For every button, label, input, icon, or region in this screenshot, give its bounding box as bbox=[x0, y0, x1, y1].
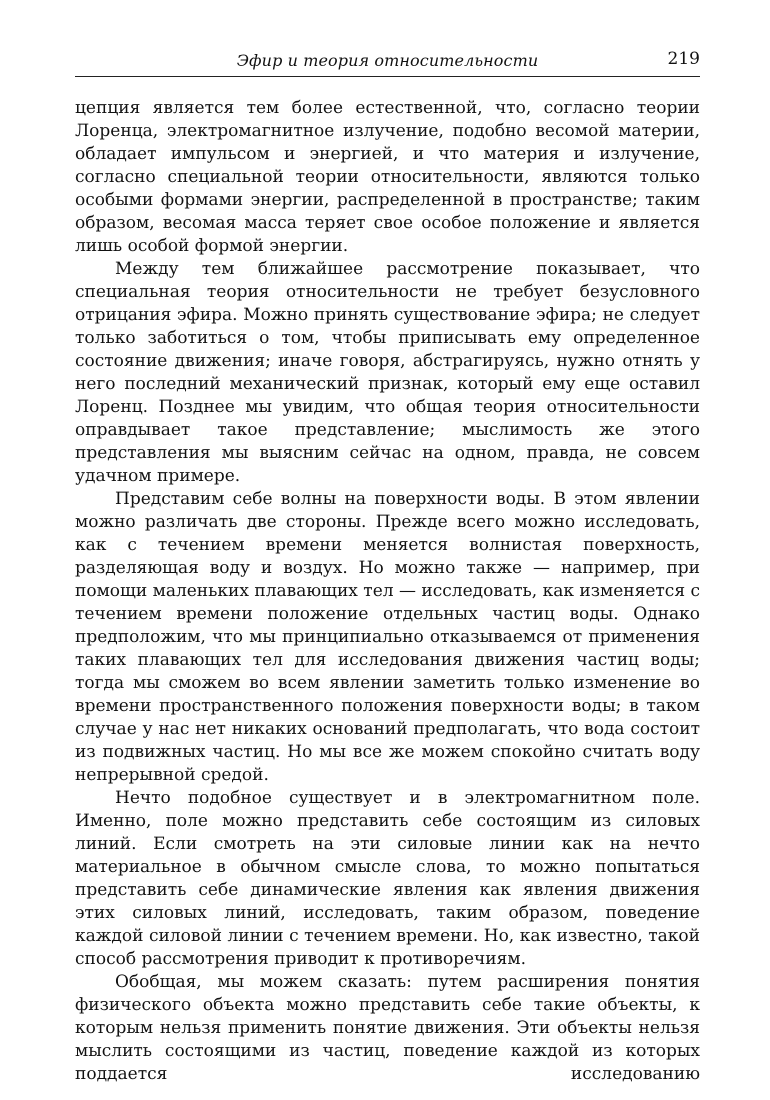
paragraph-ether-special-relativity: Между тем ближайшее рассмотрение показывает, что специальная теория относительности не требует безусловного отрицания эфира. Можно принять существование эфира; не следует только заботиться о том, чтобы приписывать ему определенное состояние движения; иначе говоря, абстрагируясь, нужно отнять у него последний механический признак, который ему еще оставил Лоренц. Позднее мы увидим, что общая теория относительности оправдывает такое представление; мыслимость же этого представления мы выясним сейчас на одном, правда, не совсем удачном примере. bbox=[75, 259, 700, 486]
page-number: 219 bbox=[667, 49, 700, 69]
paragraph-electromagnetic-field: Нечто подобное существует и в электромагнитном поле. Именно, поле можно представить себе состоящим из силовых линий. Если смотреть на эти силовые линии как на нечто материальное в обычном смысле слова, то можно попытаться представить себе динамические явления как явления движения этих силовых линий, исследовать, таким образом, поведение каждой силовой линии с течением времени. Но, как известно, такой способ рассмотрения приводит к противоречиям. bbox=[75, 788, 700, 969]
paragraph-continued: цепция является тем более естественной, что, согласно теории Лоренца, электромагнитное излучение, подобно весомой материи, обладает импульсом и энергией, и что материя и излучение, согласно специальной теории относительности, являются только особыми формами энергии, распределенной в пространстве; таким образом, весомая масса теряет свое особое положение и является лишь особой формой энергии. bbox=[75, 98, 700, 256]
paragraph-water-waves: Представим себе волны на поверхности воды. В этом явлении можно различать две стороны. Прежде всего можно исследовать, как с течением времени меняется волнистая поверхность, разделяющая воду и воздух. Но можно также — например, при помощи маленьких плавающих тел — исследовать, как изменяется с течением времени положение отдельных частиц воды. Однако предположим, что мы принципиально отказываемся от применения таких плавающих тел для исследования движения частиц воды; тогда мы сможем во всем явлении заметить только изменение во времени пространственного положения поверхности воды; в таком случае у нас нет никаких оснований предполагать, что вода состоит из подвижных частиц. Но мы все же можем спокойно считать воду непрерывной средой. bbox=[75, 489, 700, 785]
running-header bbox=[75, 46, 700, 77]
paragraph-generalization: Обобщая, мы можем сказать: путем расширения понятия физического объекта можно представить себе такие объекты, к которым нельзя применить понятие движения. Эти объекты нельзя мыслить состоящими из частиц, поведение каждой из которых поддается исследованию bbox=[75, 972, 700, 1084]
running-title: Эфир и теория относительности bbox=[236, 51, 539, 70]
body-text bbox=[75, 97, 700, 1086]
